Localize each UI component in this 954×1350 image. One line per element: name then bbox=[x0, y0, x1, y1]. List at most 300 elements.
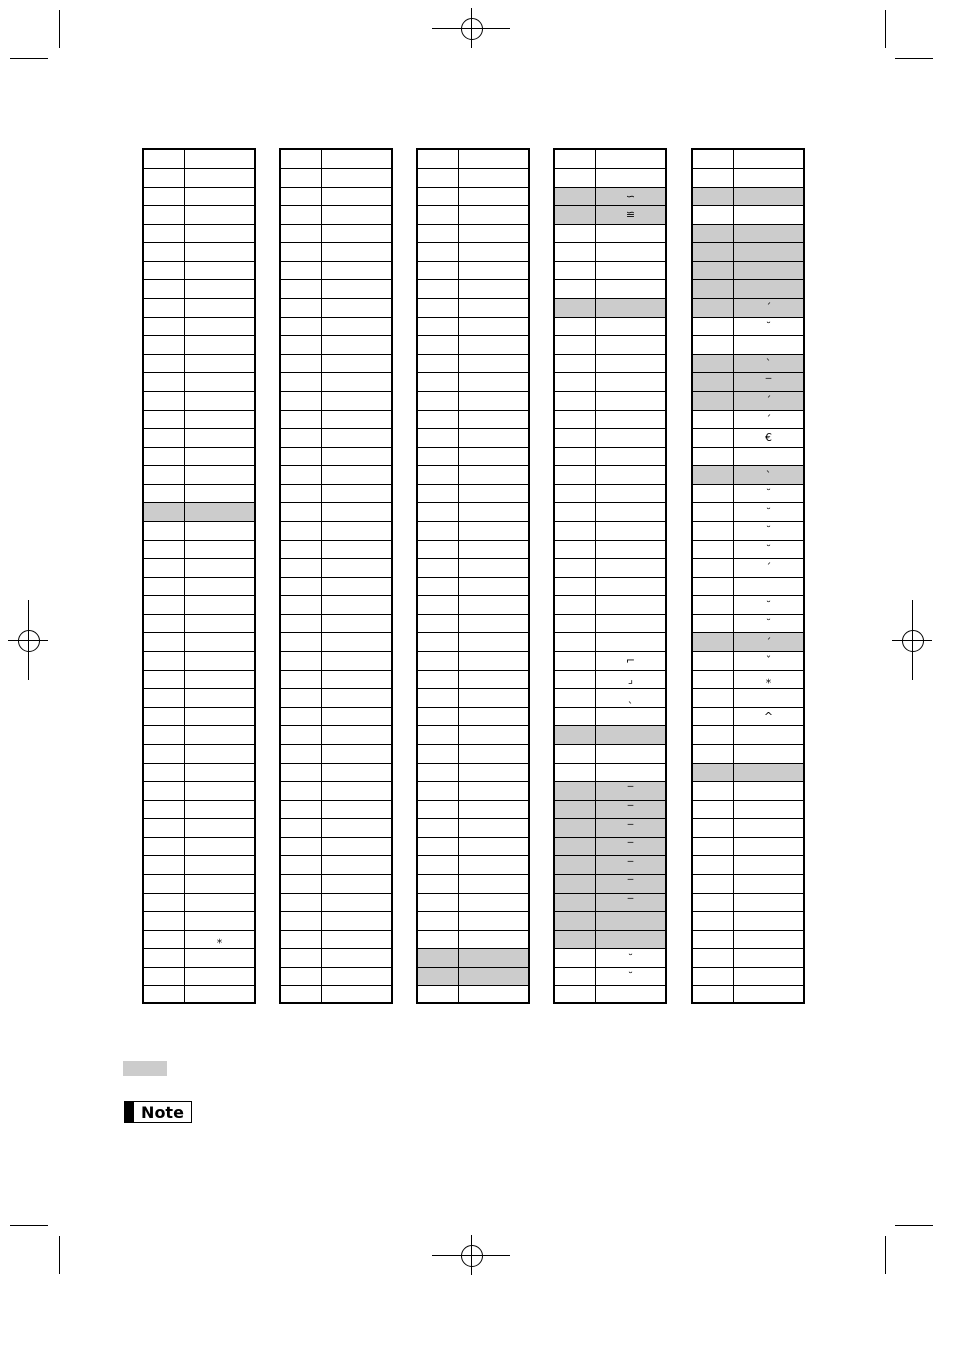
code-cell bbox=[281, 243, 322, 261]
char-cell bbox=[322, 466, 391, 484]
code-cell bbox=[418, 188, 459, 206]
char-table-4 bbox=[553, 148, 667, 1004]
table-row bbox=[693, 930, 803, 949]
table-row bbox=[144, 391, 254, 410]
char-cell bbox=[734, 894, 803, 912]
registration-mark bbox=[28, 600, 29, 680]
table-row bbox=[418, 781, 528, 800]
char-cell bbox=[459, 559, 528, 577]
char-cell bbox=[596, 541, 665, 559]
char-cell bbox=[459, 986, 528, 1004]
char-cell bbox=[459, 188, 528, 206]
code-cell bbox=[693, 206, 734, 224]
code-cell bbox=[418, 615, 459, 633]
char-cell bbox=[185, 373, 254, 391]
table-row bbox=[555, 187, 665, 206]
table-row bbox=[555, 707, 665, 726]
code-cell bbox=[693, 336, 734, 354]
char-cell bbox=[734, 856, 803, 874]
char-cell bbox=[322, 745, 391, 763]
table-row bbox=[418, 484, 528, 503]
code-cell bbox=[144, 429, 185, 447]
char-cell: ⌟ bbox=[627, 672, 634, 686]
char-cell bbox=[734, 912, 803, 930]
table-row bbox=[144, 372, 254, 391]
table-row bbox=[418, 744, 528, 763]
char-cell bbox=[459, 522, 528, 540]
code-cell bbox=[693, 801, 734, 819]
char-cell bbox=[596, 503, 665, 521]
table-row bbox=[144, 168, 254, 187]
char-cell bbox=[322, 819, 391, 837]
code-cell bbox=[555, 429, 596, 447]
table-row bbox=[144, 354, 254, 373]
char-cell bbox=[459, 949, 528, 967]
code-cell bbox=[144, 819, 185, 837]
code-cell bbox=[555, 206, 596, 224]
table-row bbox=[418, 205, 528, 224]
char-cell bbox=[322, 150, 391, 168]
table-row bbox=[144, 688, 254, 707]
char-cell bbox=[596, 745, 665, 763]
char-cell bbox=[322, 652, 391, 670]
code-cell bbox=[693, 559, 734, 577]
char-cell bbox=[734, 986, 803, 1004]
code-cell bbox=[418, 429, 459, 447]
char-cell bbox=[734, 726, 803, 744]
code-cell bbox=[555, 633, 596, 651]
code-cell bbox=[281, 894, 322, 912]
char-cell: ‾ bbox=[627, 784, 634, 798]
code-cell bbox=[693, 652, 734, 670]
char-cell bbox=[322, 336, 391, 354]
char-cell bbox=[734, 262, 803, 280]
code-cell bbox=[144, 671, 185, 689]
code-cell bbox=[555, 708, 596, 726]
code-cell bbox=[281, 522, 322, 540]
table-row bbox=[144, 502, 254, 521]
code-cell bbox=[144, 225, 185, 243]
code-cell bbox=[144, 838, 185, 856]
code-cell bbox=[281, 169, 322, 187]
table-row bbox=[144, 818, 254, 837]
code-cell bbox=[144, 485, 185, 503]
code-cell bbox=[555, 652, 596, 670]
crop-mark bbox=[59, 10, 60, 48]
table-row bbox=[555, 855, 665, 874]
char-cell bbox=[322, 912, 391, 930]
table-row bbox=[693, 242, 803, 261]
char-cell bbox=[322, 373, 391, 391]
code-cell bbox=[144, 615, 185, 633]
code-cell bbox=[555, 541, 596, 559]
code-cell bbox=[281, 336, 322, 354]
table-row bbox=[144, 224, 254, 243]
char-cell bbox=[459, 225, 528, 243]
code-cell bbox=[418, 875, 459, 893]
table-row bbox=[555, 688, 665, 707]
table-row bbox=[144, 670, 254, 689]
code-cell bbox=[281, 671, 322, 689]
char-cell bbox=[734, 225, 803, 243]
char-cell bbox=[734, 150, 803, 168]
code-cell bbox=[281, 615, 322, 633]
table-row bbox=[144, 298, 254, 317]
code-cell bbox=[281, 299, 322, 317]
char-cell bbox=[322, 856, 391, 874]
table-row bbox=[144, 558, 254, 577]
char-cell bbox=[185, 912, 254, 930]
code-cell bbox=[693, 318, 734, 336]
table-row bbox=[144, 985, 254, 1004]
char-cell bbox=[734, 169, 803, 187]
table-row bbox=[281, 540, 391, 559]
code-cell bbox=[418, 856, 459, 874]
char-cell bbox=[185, 894, 254, 912]
char-cell bbox=[596, 336, 665, 354]
table-row bbox=[418, 967, 528, 986]
table-row bbox=[418, 521, 528, 540]
char-cell bbox=[185, 596, 254, 614]
char-cell bbox=[596, 764, 665, 782]
code-cell bbox=[555, 243, 596, 261]
char-cell bbox=[596, 559, 665, 577]
code-cell bbox=[555, 986, 596, 1004]
table-row bbox=[555, 781, 665, 800]
char-cell bbox=[185, 262, 254, 280]
char-cell bbox=[322, 318, 391, 336]
code-cell bbox=[281, 150, 322, 168]
code-cell bbox=[144, 912, 185, 930]
table-row bbox=[693, 985, 803, 1004]
code-cell bbox=[693, 875, 734, 893]
char-cell: ˋ bbox=[765, 357, 772, 371]
table-row bbox=[555, 540, 665, 559]
code-cell bbox=[418, 949, 459, 967]
char-cell bbox=[185, 280, 254, 298]
char-cell bbox=[459, 633, 528, 651]
code-cell bbox=[693, 150, 734, 168]
table-row bbox=[555, 317, 665, 336]
code-cell bbox=[281, 986, 322, 1004]
code-cell bbox=[418, 596, 459, 614]
table-row bbox=[418, 948, 528, 967]
code-cell bbox=[555, 336, 596, 354]
char-cell bbox=[459, 745, 528, 763]
char-cell bbox=[185, 392, 254, 410]
table-row bbox=[555, 985, 665, 1004]
table-row bbox=[555, 818, 665, 837]
char-cell: ≌ bbox=[625, 208, 636, 222]
table-row bbox=[418, 279, 528, 298]
code-cell bbox=[281, 318, 322, 336]
char-cell bbox=[322, 596, 391, 614]
table-row bbox=[281, 484, 391, 503]
table-row bbox=[281, 874, 391, 893]
table-row bbox=[693, 763, 803, 782]
code-cell bbox=[281, 503, 322, 521]
table-row bbox=[281, 558, 391, 577]
table-header-row bbox=[693, 150, 803, 168]
table-row bbox=[555, 502, 665, 521]
table-row bbox=[555, 893, 665, 912]
code-cell bbox=[555, 299, 596, 317]
table-row bbox=[418, 855, 528, 874]
char-cell bbox=[185, 541, 254, 559]
char-cell bbox=[596, 150, 665, 168]
code-cell bbox=[555, 912, 596, 930]
code-cell bbox=[555, 615, 596, 633]
table-row bbox=[418, 187, 528, 206]
table-row bbox=[555, 744, 665, 763]
char-cell bbox=[322, 726, 391, 744]
table-row bbox=[281, 725, 391, 744]
char-cell bbox=[459, 875, 528, 893]
table-row bbox=[418, 818, 528, 837]
char-cell bbox=[322, 894, 391, 912]
char-cell bbox=[596, 596, 665, 614]
table-row bbox=[693, 632, 803, 651]
table-row bbox=[693, 187, 803, 206]
char-cell bbox=[596, 912, 665, 930]
table-row bbox=[693, 911, 803, 930]
char-cell: ˊ bbox=[765, 301, 772, 315]
table-row bbox=[555, 298, 665, 317]
table-row bbox=[555, 224, 665, 243]
code-cell bbox=[555, 875, 596, 893]
table-row bbox=[418, 558, 528, 577]
code-cell bbox=[555, 392, 596, 410]
code-cell bbox=[693, 968, 734, 986]
table-row bbox=[281, 930, 391, 949]
table-row bbox=[144, 874, 254, 893]
code-cell bbox=[144, 931, 185, 949]
char-cell bbox=[185, 652, 254, 670]
char-cell bbox=[322, 708, 391, 726]
code-cell bbox=[555, 856, 596, 874]
char-cell bbox=[185, 689, 254, 707]
char-cell bbox=[322, 615, 391, 633]
char-cell bbox=[459, 764, 528, 782]
char-cell bbox=[459, 968, 528, 986]
code-cell bbox=[418, 559, 459, 577]
table-row bbox=[144, 651, 254, 670]
code-cell bbox=[144, 986, 185, 1004]
code-cell bbox=[144, 188, 185, 206]
char-cell bbox=[459, 541, 528, 559]
char-cell bbox=[322, 429, 391, 447]
char-cell bbox=[459, 689, 528, 707]
table-row bbox=[144, 521, 254, 540]
table-row bbox=[555, 595, 665, 614]
table-row bbox=[555, 614, 665, 633]
char-cell bbox=[185, 633, 254, 651]
code-cell bbox=[555, 373, 596, 391]
char-cell bbox=[185, 448, 254, 466]
char-cell bbox=[734, 578, 803, 596]
char-cell bbox=[459, 336, 528, 354]
char-cell: ˎ bbox=[627, 691, 634, 705]
table-row bbox=[281, 335, 391, 354]
code-cell bbox=[281, 633, 322, 651]
char-cell bbox=[322, 243, 391, 261]
code-cell bbox=[693, 541, 734, 559]
char-cell bbox=[185, 578, 254, 596]
char-cell bbox=[734, 336, 803, 354]
code-cell bbox=[693, 485, 734, 503]
char-cell bbox=[596, 485, 665, 503]
code-cell bbox=[418, 931, 459, 949]
code-cell bbox=[281, 262, 322, 280]
code-cell bbox=[144, 894, 185, 912]
code-cell bbox=[693, 986, 734, 1004]
table-row bbox=[418, 651, 528, 670]
code-cell bbox=[418, 503, 459, 521]
char-cell bbox=[322, 801, 391, 819]
code-cell bbox=[144, 782, 185, 800]
char-cell: € bbox=[765, 431, 772, 445]
code-cell bbox=[144, 726, 185, 744]
code-cell bbox=[144, 355, 185, 373]
table-row bbox=[144, 632, 254, 651]
table-row bbox=[693, 335, 803, 354]
table-row bbox=[418, 354, 528, 373]
code-cell bbox=[555, 225, 596, 243]
table-row bbox=[144, 781, 254, 800]
table-row bbox=[144, 707, 254, 726]
code-cell bbox=[281, 949, 322, 967]
table-row bbox=[555, 763, 665, 782]
char-cell bbox=[459, 838, 528, 856]
table-row bbox=[144, 447, 254, 466]
char-cell bbox=[185, 559, 254, 577]
table-row bbox=[144, 967, 254, 986]
char-cell bbox=[734, 745, 803, 763]
code-cell bbox=[418, 448, 459, 466]
table-row bbox=[693, 874, 803, 893]
code-cell bbox=[418, 466, 459, 484]
code-cell bbox=[555, 188, 596, 206]
char-table-3 bbox=[416, 148, 530, 1004]
table-row bbox=[555, 279, 665, 298]
table-row bbox=[281, 465, 391, 484]
table-row bbox=[693, 614, 803, 633]
char-cell bbox=[185, 336, 254, 354]
table-row bbox=[555, 911, 665, 930]
code-cell bbox=[144, 541, 185, 559]
char-cell bbox=[322, 541, 391, 559]
table-row bbox=[418, 632, 528, 651]
char-cell bbox=[596, 931, 665, 949]
char-cell bbox=[734, 243, 803, 261]
table-row bbox=[555, 372, 665, 391]
table-row bbox=[144, 595, 254, 614]
table-row bbox=[281, 614, 391, 633]
char-cell bbox=[185, 243, 254, 261]
char-cell bbox=[322, 949, 391, 967]
char-cell bbox=[459, 280, 528, 298]
table-row bbox=[418, 540, 528, 559]
code-cell bbox=[144, 968, 185, 986]
code-cell bbox=[693, 596, 734, 614]
char-cell bbox=[596, 392, 665, 410]
table-row bbox=[555, 391, 665, 410]
table-row bbox=[418, 335, 528, 354]
char-cell bbox=[459, 392, 528, 410]
table-row bbox=[693, 428, 803, 447]
note-bar bbox=[125, 1102, 134, 1122]
table-row bbox=[281, 577, 391, 596]
char-cell bbox=[185, 206, 254, 224]
char-cell bbox=[459, 429, 528, 447]
code-cell bbox=[281, 429, 322, 447]
char-cell bbox=[596, 225, 665, 243]
table-row bbox=[555, 651, 665, 670]
code-cell bbox=[418, 262, 459, 280]
table-row bbox=[555, 800, 665, 819]
table-row bbox=[555, 168, 665, 187]
code-cell bbox=[418, 411, 459, 429]
table-row bbox=[693, 502, 803, 521]
char-cell bbox=[734, 968, 803, 986]
code-cell bbox=[555, 968, 596, 986]
code-cell bbox=[144, 522, 185, 540]
char-cell bbox=[459, 355, 528, 373]
code-cell bbox=[281, 411, 322, 429]
char-cell bbox=[322, 764, 391, 782]
char-cell bbox=[322, 671, 391, 689]
code-cell bbox=[144, 262, 185, 280]
code-cell bbox=[144, 596, 185, 614]
table-row bbox=[418, 837, 528, 856]
char-cell: ˘ bbox=[765, 542, 772, 556]
registration-mark bbox=[18, 630, 40, 652]
char-cell bbox=[185, 299, 254, 317]
char-cell bbox=[459, 243, 528, 261]
char-table-2 bbox=[279, 148, 393, 1004]
table-row bbox=[693, 484, 803, 503]
code-cell bbox=[555, 931, 596, 949]
table-row bbox=[418, 874, 528, 893]
code-cell bbox=[693, 764, 734, 782]
char-cell bbox=[596, 522, 665, 540]
table-row bbox=[144, 763, 254, 782]
code-cell bbox=[555, 318, 596, 336]
code-cell bbox=[281, 856, 322, 874]
char-cell: ˘ bbox=[765, 319, 772, 333]
code-cell bbox=[693, 689, 734, 707]
registration-mark bbox=[471, 1235, 472, 1275]
table-row bbox=[418, 763, 528, 782]
table-row bbox=[281, 242, 391, 261]
code-cell bbox=[418, 206, 459, 224]
char-cell: ‾ bbox=[627, 877, 634, 891]
code-cell bbox=[418, 355, 459, 373]
table-row bbox=[281, 893, 391, 912]
char-cell bbox=[322, 559, 391, 577]
table-row bbox=[281, 354, 391, 373]
char-cell: ‾ bbox=[627, 895, 634, 909]
legend-highlight-swatch bbox=[123, 1061, 167, 1076]
code-cell bbox=[418, 243, 459, 261]
char-cell: ⁎ bbox=[765, 672, 772, 686]
code-cell bbox=[693, 894, 734, 912]
char-cell bbox=[596, 169, 665, 187]
char-cell bbox=[185, 671, 254, 689]
code-cell bbox=[693, 243, 734, 261]
code-cell bbox=[144, 392, 185, 410]
code-cell bbox=[281, 708, 322, 726]
